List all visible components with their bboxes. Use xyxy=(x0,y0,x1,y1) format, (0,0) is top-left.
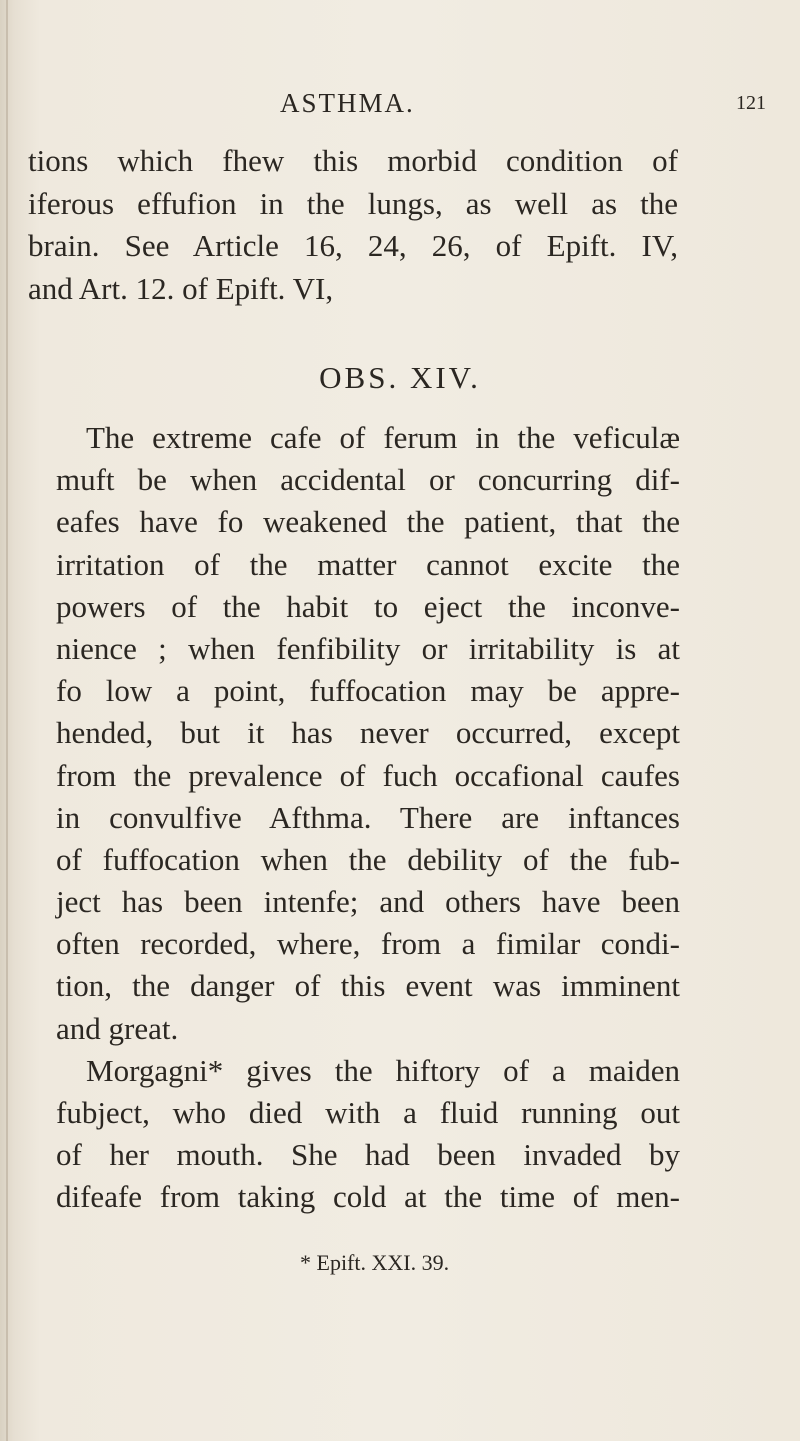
text-line: Morgagni* gives the hiftory of a maiden xyxy=(86,1052,680,1088)
text-line: eafes have fo weakened the patient, that the xyxy=(56,504,680,540)
text-line: often recorded, where, from a fimilar condi- xyxy=(56,926,680,962)
text-line: and great. xyxy=(56,1010,179,1046)
text-line: brain. See Article 16, 24, 26, of Epift. IV, xyxy=(28,228,678,263)
text-line: from the prevalence of fuch occafional caufes xyxy=(56,757,680,793)
text-line: nience ; when fenfibility or irritability is at xyxy=(56,630,680,666)
text-line: fo low a point, fuffocation may be appre- xyxy=(56,673,680,709)
text-line: in convulfive Afthma. There are inftances xyxy=(56,799,680,835)
text-line: fubject, who died with a fluid running out xyxy=(56,1095,680,1130)
text-line: tions which fhew this morbid condition of xyxy=(28,143,678,178)
running-title: ASTHMA. xyxy=(280,88,415,118)
page-number: 121 xyxy=(736,92,766,114)
text-line: hended, but it has never occurred, except xyxy=(56,715,680,751)
text-line: and Art. 12. of Epift. VI, xyxy=(28,270,334,306)
text-line: of fuffocation when the debility of the fub- xyxy=(56,841,680,877)
text-line: powers of the habit to eject the inconve- xyxy=(56,588,680,624)
page-header xyxy=(0,88,800,128)
text-line: iferous effufion in the lungs, as well as the xyxy=(28,185,678,221)
text-line: The extreme cafe of ferum in the veficulæ xyxy=(86,420,680,455)
text-line: difeafe from taking cold at the time of men- xyxy=(56,1179,680,1215)
paragraph-observation xyxy=(56,417,680,1219)
paragraph-continued xyxy=(28,140,678,310)
binding-gutter xyxy=(6,0,8,1441)
text-line: tion, the danger of this event was imminent xyxy=(56,968,680,1004)
text-line: muft be when accidental or concurring dif- xyxy=(56,462,680,498)
text-line: of her mouth. She had been invaded by xyxy=(56,1137,680,1173)
text-line: ject has been intenfe; and others have been xyxy=(56,884,680,920)
footnote: * Epift. XXI. 39. xyxy=(300,1250,450,1275)
text-line: irritation of the matter cannot excite the xyxy=(56,546,680,582)
section-heading: OBS. XIV. xyxy=(319,360,481,395)
